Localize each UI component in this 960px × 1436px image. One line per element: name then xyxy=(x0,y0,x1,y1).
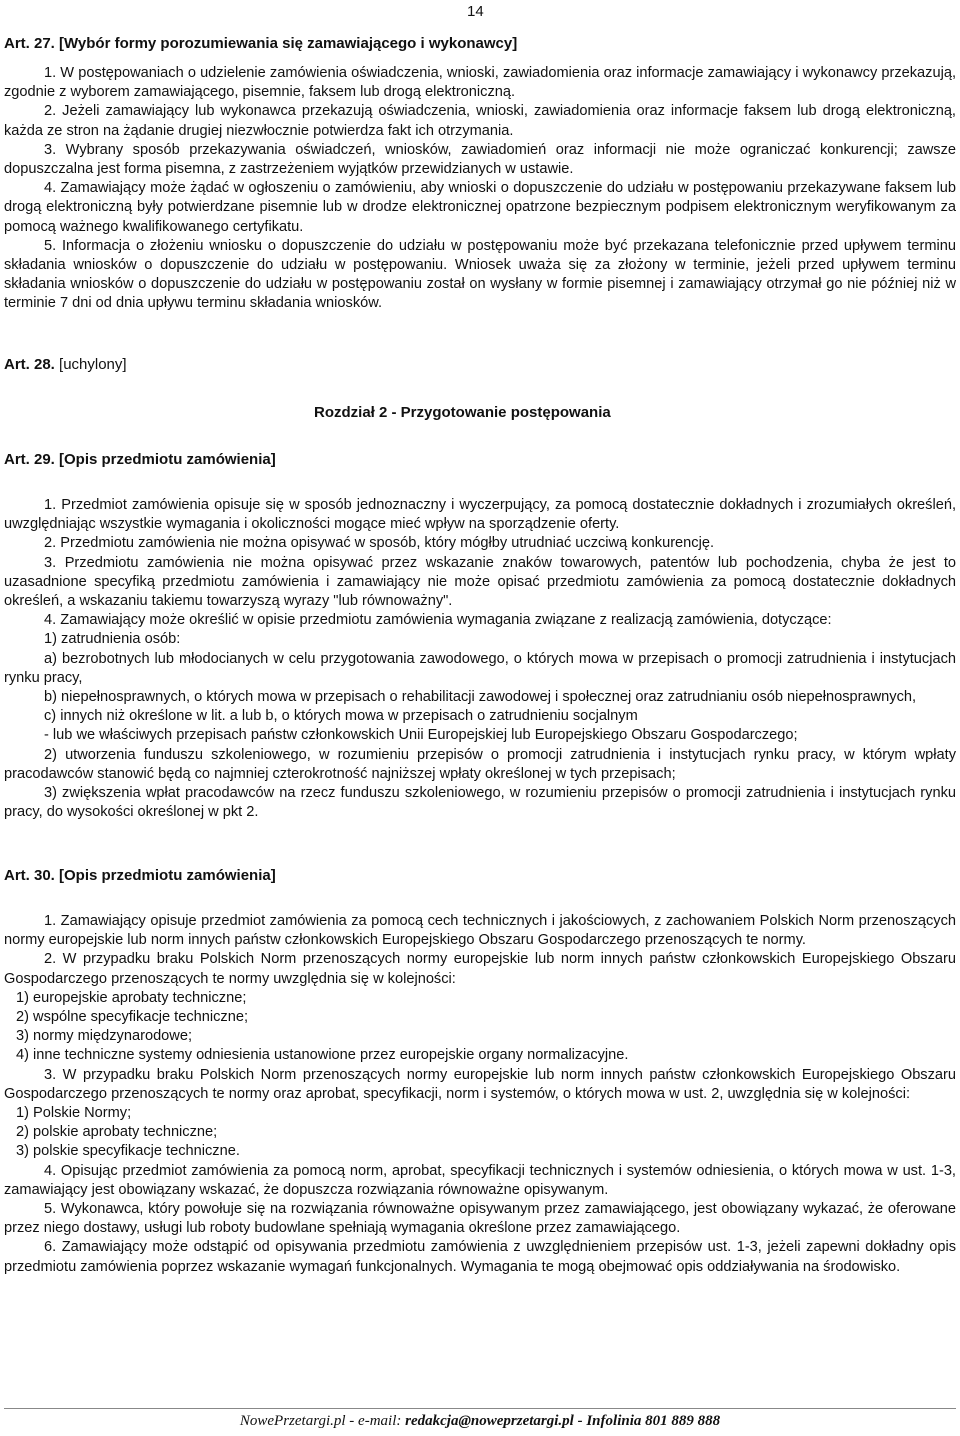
art30-para-4: 4. Opisując przedmiot zamówienia za pomocą norm, aprobat, specyfikacji technicznych i systemów odniesienia, o których mowa w ust. 1-3, zamawiający jest obowiązany wskazać, że dopuszcza rozwiązania równoważne opisywanym. xyxy=(4,1162,956,1198)
art30-para-1: 1. Zamawiający opisuje przedmiot zamówienia za pomocą cech technicznych i jakościowych, z zachowaniem Polskich Norm przenoszących normy europejskie lub norm innych państw członkowskich Europejskiego Obszaru Gospodarczego przenoszących te normy. xyxy=(4,913,956,949)
art30-para-3: 3. W przypadku braku Polskich Norm przenoszących normy europejskie lub norm innych państw członkowskich Europejskiego Obszaru Gospodarczego przenoszących te normy oraz aprobat, specyfikacji, norm i systemów, o których mowa w ust. 2, uwzględnia się w kolejności: xyxy=(4,1066,956,1102)
footer-site: NowePrzetargi.pl - e-mail: xyxy=(239,1413,406,1429)
art30-list-item: 1) Polskie Normy; xyxy=(16,1105,132,1122)
art29-item-b: b) niepełnosprawnych, o których mowa w przepisach o rehabilitacji zawodowej i społecznej oraz zatrudnianiu osób niepełnosprawnych, xyxy=(44,689,917,706)
art30-list-item: 3) normy międzynarodowe; xyxy=(16,1028,193,1045)
art30-para-6: 6. Zamawiający może odstąpić od opisywania przedmiotu zamówienia z uwzględnieniem przepisów ust. 1-3, jeżeli zapewni dokładny opis przedmiotu zamówienia poprzez wskazanie wymagań funkcjonalnych. Wymagania te mogą obejmować opis oddziaływania na środowisko. xyxy=(4,1239,956,1275)
art27-para-2: 2. Jeżeli zamawiający lub wykonawca przekazują oświadczenia, wnioski, zawiadomienia oraz informacje faksem lub drogą elektroniczną, każda ze stron na żądanie drugiej niezwłocznie potwierdza fakt ich otrzymania. xyxy=(4,103,956,139)
art27-para-4: 4. Zamawiający może żądać w ogłoszeniu o zamówieniu, aby wnioski o dopuszczenie do udziału w postępowaniu przekazywane faksem lub drogą elektroniczną były potwierdzane pisemnie lub w drodze elektronicznej opatrzone bezpiecznym podpisem elektronicznym weryfikowanym za pomocą ważnego kwalifikowanego certyfikatu. xyxy=(4,180,956,235)
art30-list-item: 4) inne techniczne systemy odniesienia ustanowione przez europejskie organy normalizacyjne. xyxy=(16,1047,629,1064)
art29-item-dash: - lub we właściwych przepisach państw członkowskich Unii Europejskiej lub Europejskiego Obszaru Gospodarczego; xyxy=(44,727,798,744)
art29-item-2: 2) utworzenia funduszu szkoleniowego, w rozumieniu przepisów o promocji zatrudnienia i instytucjach rynku pracy, w którym wpłaty pracodawców stanowić będą co najmniej czterokrotność najniższej wpłaty określonej w tych przepisach; xyxy=(4,746,956,782)
art30-heading: Art. 30. [Opis przedmiotu zamówienia] xyxy=(4,867,276,884)
art28-number: Art. 28. xyxy=(4,356,55,373)
art29-para-1: 1. Przedmiot zamówienia opisuje się w sposób jednoznaczny i wyczerpujący, za pomocą dostatecznie dokładnych i zrozumiałych określeń, uwzględniając wszystkie wymagania i okoliczności mogące mieć wpływ na sporządzenie oferty. xyxy=(4,497,956,533)
footer-divider xyxy=(4,1408,956,1409)
art28-text: [uchylony] xyxy=(59,356,127,373)
footer-contact[interactable]: redakcja@noweprzetargi.pl - Infolinia 801 889 888 xyxy=(405,1413,721,1429)
art27-para-1: 1. W postępowaniach o udzielenie zamówienia oświadczenia, wnioski, zawiadomienia oraz informacje zamawiający i wykonawcy przekazują, zgodnie z wyborem zamawiającego, pisemnie, faksem lub drogą elektroniczną. xyxy=(4,65,956,101)
page-footer xyxy=(0,1412,960,1431)
art29-heading: Art. 29. [Opis przedmiotu zamówienia] xyxy=(4,451,276,468)
art30-body xyxy=(4,912,956,1277)
art30-list-item: 2) polskie aprobaty techniczne; xyxy=(16,1124,218,1141)
art29-para-4: 4. Zamawiający może określić w opisie przedmiotu zamówienia wymagania związane z realizacją zamówienia, dotyczące: xyxy=(44,612,832,629)
art27-body xyxy=(4,64,956,314)
art30-list-item: 1) europejskie aprobaty techniczne; xyxy=(16,989,247,1006)
art29-item-3: 3) zwiększenia wpłat pracodawców na rzecz funduszu szkoleniowego, w rozumieniu przepisów o promocji zatrudnienia i instytucjach rynku pracy, do wysokości określonej w pkt 2. xyxy=(4,785,956,821)
art29-item-1: 1) zatrudnienia osób: xyxy=(44,631,181,648)
art30-list-item: 2) wspólne specyfikacje techniczne; xyxy=(16,1009,248,1026)
art29-para-2: 2. Przedmiotu zamówienia nie można opisywać w sposób, który mógłby utrudniać uczciwą konkurencję. xyxy=(44,535,715,552)
art27-para-3: 3. Wybrany sposób przekazywania oświadczeń, wniosków, zawiadomień oraz informacji nie może ograniczać konkurencji; zawsze dopuszczalna jest forma pisemna, z zastrzeżeniem wyjątków przewidzianych w ustawie. xyxy=(4,141,956,178)
art27-para-5: 5. Informacja o złożeniu wniosku o dopuszczenie do udziału w postępowaniu może być przekazana telefonicznie przed upływem terminu składania wniosków o dopuszczenie do udziału w postępowaniu. Wniosek uważa się za złożony w terminie, jeżeli przed upływem terminu składania wniosków o dopuszczenie do udziału w postępowaniu został on wysłany w formie pisemnej i zamawiający otrzymał go nie później niż w terminie 7 dni od dnia upływu terminu składania wniosków. xyxy=(4,237,956,312)
art30-list-item: 3) polskie specyfikacje techniczne. xyxy=(16,1143,240,1160)
page-number: 14 xyxy=(467,3,484,20)
art29-body xyxy=(4,496,956,822)
art29-para-3: 3. Przedmiotu zamówienia nie można opisywać przez wskazanie znaków towarowych, patentów lub pochodzenia, chyba że jest to uzasadnione specyfiką przedmiotu zamówienia i zamawiający nie może opisać przedmiotu zamówienia za pomocą dostatecznie dokładnych określeń, a wskazaniu takiemu towarzyszą wyrazy "lub równoważny". xyxy=(4,554,956,610)
art28-heading xyxy=(4,355,127,374)
art29-item-c: c) innych niż określone w lit. a lub b, o których mowa w przepisach o zatrudnieniu socjalnym xyxy=(44,708,638,725)
chapter-title: Rozdział 2 - Przygotowanie postępowania xyxy=(314,404,611,421)
art29-item-a: a) bezrobotnych lub młodocianych w celu przygotowania zawodowego, o których mowa w przepisach o promocji zatrudnienia i instytucjach rynku pracy, xyxy=(4,650,956,686)
art30-para-2: 2. W przypadku braku Polskich Norm przenoszących normy europejskie lub norm innych państw członkowskich Europejskiego Obszaru Gospodarczego przenoszących te normy uwzględnia się w kolejności: xyxy=(4,951,956,987)
art30-para-5: 5. Wykonawca, który powołuje się na rozwiązania równoważne opisywanym przez zamawiającego, jest obowiązany wykazać, że oferowane przez niego dostawy, usługi lub roboty budowlane spełniają wymagania określone przez zamawiającego. xyxy=(4,1201,956,1237)
art27-heading: Art. 27. [Wybór formy porozumiewania się zamawiającego i wykonawcy] xyxy=(4,35,518,52)
